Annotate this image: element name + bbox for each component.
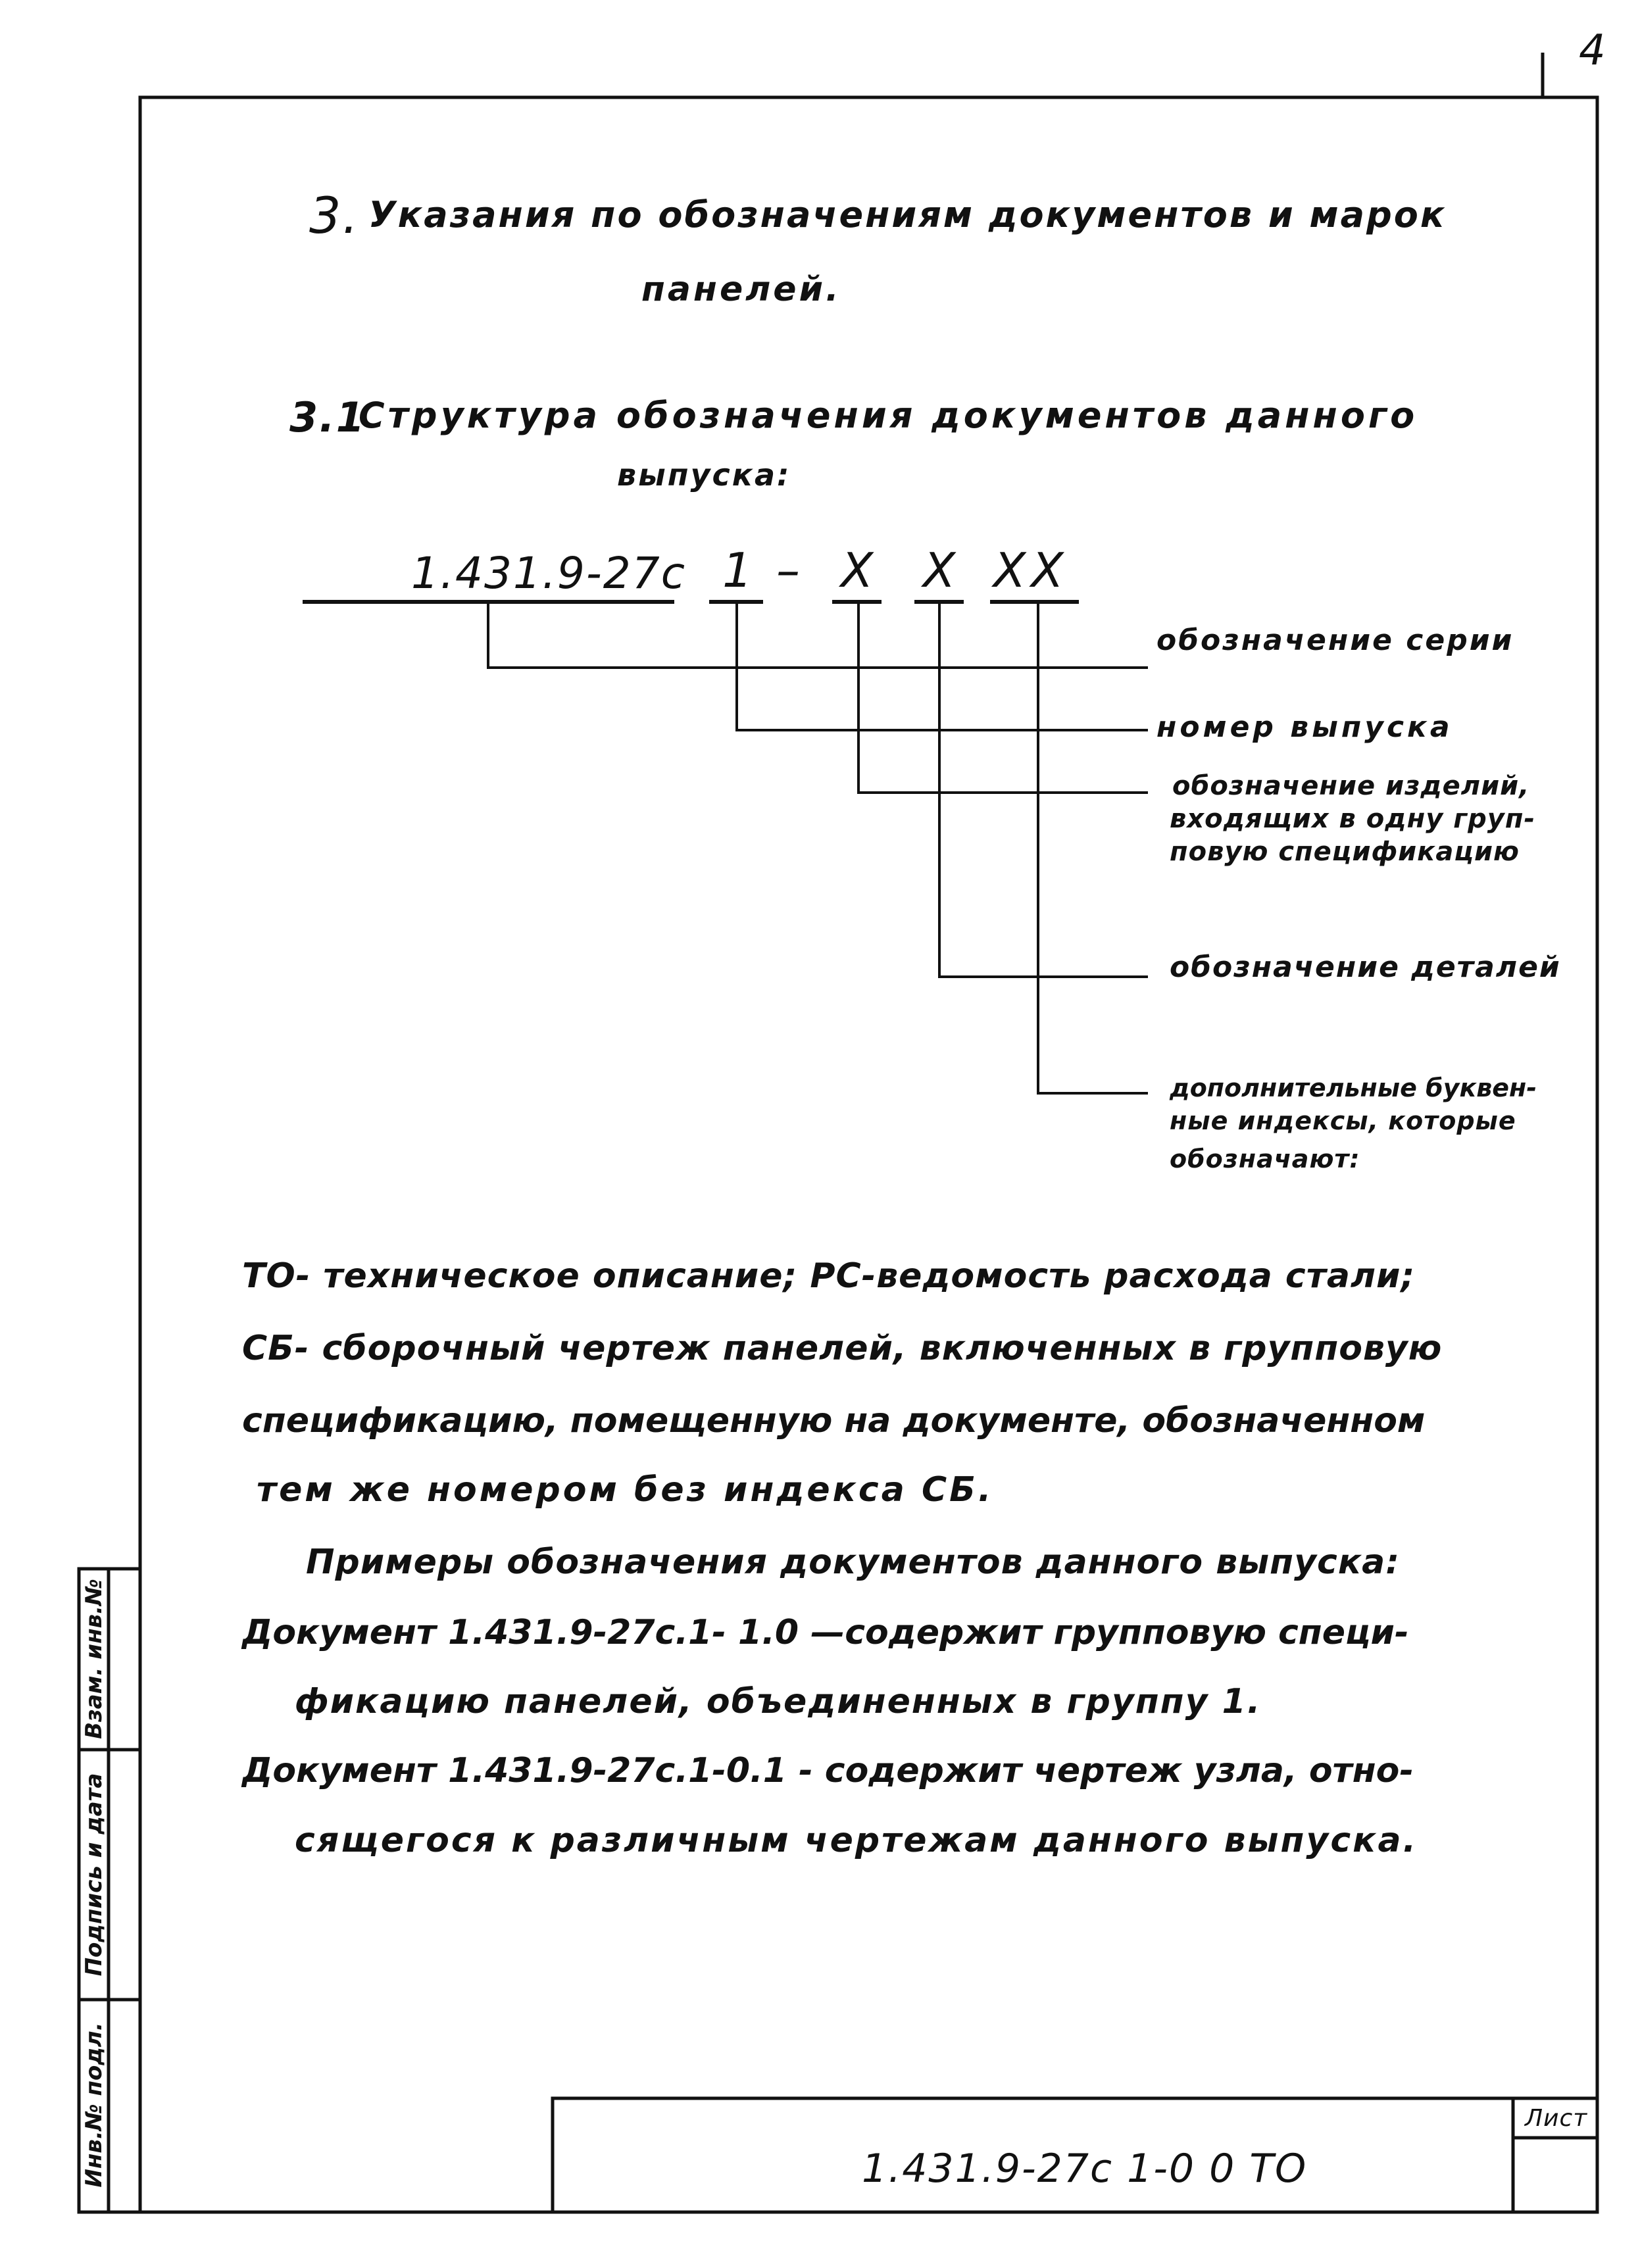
label-detail: обозначение деталей bbox=[1170, 950, 1561, 984]
example2-line1: Документ 1.431.9-27с.1-0.1 - содержит чертеж узла, отно- bbox=[242, 1751, 1414, 1790]
label-issue: номер выпуска bbox=[1156, 710, 1453, 744]
label-series: обозначение серии bbox=[1156, 624, 1514, 657]
label-group-line1: обозначение изделий, bbox=[1172, 771, 1530, 801]
examples-heading: Примеры обозначения документов данного выпуска: bbox=[306, 1542, 1401, 1582]
label-suffix-line1: дополнительные буквен- bbox=[1170, 1073, 1537, 1102]
code-dash: – bbox=[776, 543, 801, 598]
code-issue: 1 bbox=[722, 543, 754, 598]
subsection-title-line1: Структура обозначения документов данного bbox=[359, 395, 1418, 436]
label-suffix-line3: обозначают: bbox=[1170, 1145, 1360, 1173]
title-block-designation: 1.431.9-27с 1-0 0 ТО bbox=[862, 2146, 1308, 2192]
body-line1: ТО- техническое описание; РС-ведомость расхода стали; bbox=[242, 1256, 1416, 1296]
example1-line2: фикацию панелей, объединенных в группу 1. bbox=[295, 1682, 1262, 1721]
side-stamp-replace-inv: Взам. инв.№ bbox=[81, 1579, 107, 1739]
code-detail: Х bbox=[923, 543, 957, 598]
side-stamp-signature-date: Подпись и дата bbox=[81, 1773, 107, 1977]
code-series: 1.431.9-27с bbox=[411, 548, 686, 599]
subsection-title-line2: выпуска: bbox=[617, 457, 791, 493]
label-suffix-line2: ные индексы, которые bbox=[1170, 1106, 1516, 1135]
code-group: Х bbox=[841, 543, 875, 598]
section-title-line2: панелей. bbox=[641, 270, 841, 309]
leader-issue bbox=[737, 602, 1148, 730]
subsection-title-number: 3.1 bbox=[289, 393, 366, 441]
leader-suffix bbox=[1038, 602, 1148, 1093]
leader-group bbox=[858, 602, 1148, 793]
body-line3: спецификацию, помещенную на документе, обозначенном bbox=[242, 1401, 1426, 1441]
title-block-sheet-label: Лист bbox=[1525, 2105, 1588, 2132]
body-line2: СБ- сборочный чертеж панелей, включенных в групповую bbox=[242, 1329, 1443, 1368]
side-stamp-inv-orig: Инв.№ подл. bbox=[81, 2022, 107, 2188]
label-group-line2: входящих в одну груп- bbox=[1170, 804, 1536, 834]
section-title-number: 3. bbox=[309, 186, 360, 245]
body-line4: тем же номером без индекса СБ. bbox=[257, 1470, 994, 1510]
sheet-number: 4 bbox=[1579, 26, 1607, 75]
leader-series bbox=[488, 602, 1148, 668]
example1-line1: Документ 1.431.9-27с.1- 1.0 —содержит групповую специ- bbox=[242, 1613, 1409, 1652]
label-group-line3: повую спецификацию bbox=[1170, 837, 1520, 867]
section-title-line1: Указания по обозначениям документов и марок bbox=[368, 194, 1447, 235]
code-suffix: ХХ bbox=[993, 543, 1069, 598]
leader-detail bbox=[939, 602, 1148, 977]
example2-line2: сящегося к различным чертежам данного выпуска. bbox=[295, 1821, 1418, 1860]
